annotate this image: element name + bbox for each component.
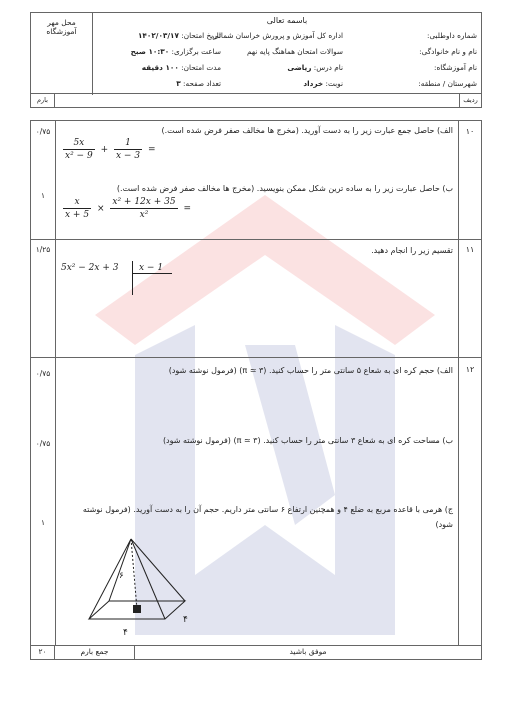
pyramid-side-right-label: ۴ <box>183 615 188 625</box>
division-bracket <box>132 261 133 295</box>
score-column-label: بارم <box>31 94 55 107</box>
question-number: ۱۰ <box>465 127 475 136</box>
exam-footer <box>30 646 482 660</box>
score: ۱ <box>40 518 46 527</box>
header-row-4: شهرستان / منطقه: نوبت: خرداد تعداد صفحه: ۳ <box>176 79 477 88</box>
question-text: تقسیم زیر را انجام دهید. <box>371 246 453 255</box>
pyramid-diagram <box>79 531 197 641</box>
score: ۰/۷۵ <box>35 369 51 378</box>
dividend: 5x² − 2x + 3 <box>61 263 119 273</box>
pyramid-side-bottom-label: ۴ <box>123 628 128 638</box>
score: ۰/۷۵ <box>35 439 51 448</box>
total-score: ۲۰ <box>31 646 55 659</box>
pyramid-height-label: ۶ <box>119 571 124 581</box>
good-luck-text: موفق باشید <box>289 647 327 656</box>
column-header <box>30 94 482 108</box>
header-row-3: نام آموزشگاه: نام درس: ریاضی مدت امتحان: ۱۰۰ دقیقه <box>141 63 477 72</box>
math-expression-b: $\frac{x}{x + 5}$ × $\frac{\text{x² + 12x + 35}}{\text{x²}}$ = <box>65 197 191 220</box>
header-row-2: نام و نام خانوادگی: سوالات امتحان هماهنگ پایه نهم ساعت برگزاری: ۱۰:۳۰ صبح <box>130 47 477 56</box>
score: ۱ <box>40 191 46 200</box>
header-row-1: شماره داوطلبی: اداره کل آموزش و پرورش خراسان شمالی تاریخ امتحان: ۱۴۰۲/۰۳/۱۷ <box>137 31 477 40</box>
question-text: ب) مساحت کره ای به شعاع ۳ سانتی متر را حساب کنید. (π ≃ ۳) (فرمول نوشته شود) <box>162 436 453 445</box>
divisor: x − 1 <box>139 263 164 273</box>
question-text: الف) حاصل جمع عبارت زیر را به دست آورید. (مخرج ها مخالف صفر فرض شده است.) <box>161 126 453 135</box>
exam-header <box>30 12 482 94</box>
question-number: ۱۲ <box>465 365 475 374</box>
stamp-area: محل مهر آموزشگاه <box>31 13 93 95</box>
question-text-cont: شود) <box>435 520 453 529</box>
total-score-label: جمع بارم <box>55 646 135 659</box>
division-bracket-bar <box>132 273 172 274</box>
question-text: الف) حجم کره ای به شعاع ۵ سانتی متر را حساب کنید. (π ≃ ۳) (فرمول نوشته شود) <box>168 366 453 375</box>
question-text: ج) هرمی با قاعده مربع به ضلع ۴ و همچنین ارتفاع ۶ سانتی متر داریم. حجم آن را به دست آورید. (فرمول نوشته <box>82 505 453 514</box>
question-number: ۱۱ <box>465 245 475 254</box>
row-column-label: ردیف <box>459 94 481 107</box>
question-text: ب) حاصل عبارت زیر را به ساده ترین شکل ممکن بنویسید. (مخرج ها مخالف صفر فرض شده است.) <box>116 184 453 193</box>
score: ۰/۷۵ <box>35 127 51 136</box>
questions-table <box>30 120 482 646</box>
score: ۱/۲۵ <box>35 245 51 254</box>
math-expression-a: $\frac{5x}{\text{x² − 9}}$ + $\frac{1}{x - 3}$ = <box>65 138 156 161</box>
bismillah: باسمه تعالی <box>266 16 308 25</box>
